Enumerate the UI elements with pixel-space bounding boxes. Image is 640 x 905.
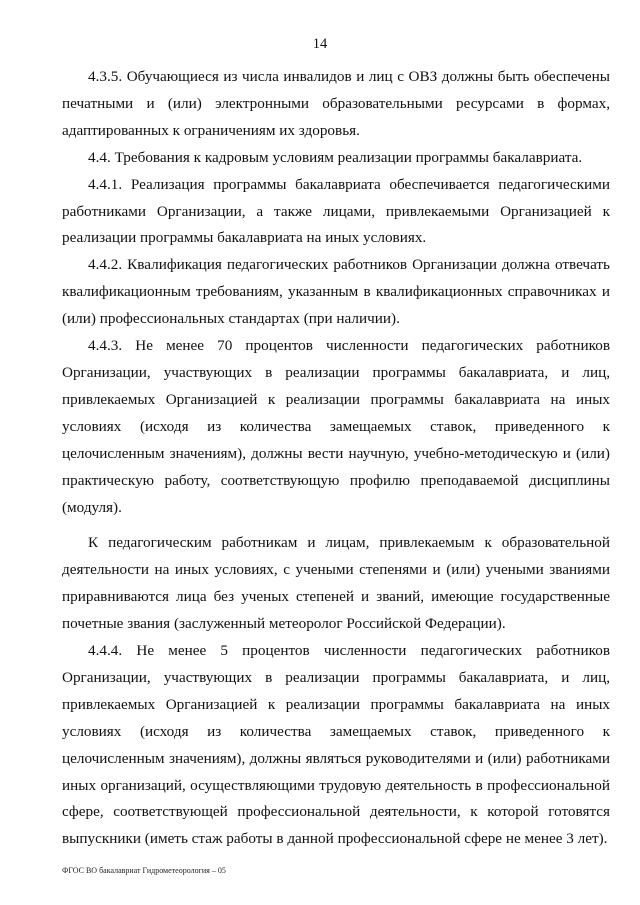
page-footer: ФГОС ВО бакалавриат Гидрометеорология – 05 (62, 866, 226, 875)
paragraph-4-4-2: 4.4.2. Квалификация педагогических работников Организации должна отвечать квалификационным требованиям, указанным в квалификационных справочниках и (или) профессиональных стандартах (при наличии). (62, 256, 610, 328)
document-body (62, 64, 610, 853)
paragraph-4-4-4: 4.4.4. Не менее 5 процентов численности педагогических работников Организации, участвующих в реализации программы бакалавриата, и лиц, привлекаемых Организацией к реализации программы бакалавриата на иных условиях (исходя из количества замещаемых ставок, приведенного к целочисленным значениям), должны являться руководителями и (или) работниками иных организаций, осуществляющими трудовую деятельность в профессиональной сфере, соответствующей профессиональной деятельности, к которой готовятся выпускники (иметь стаж работы в данной профессиональной сфере не менее 3 лет). (62, 642, 610, 848)
paragraph-honorary-titles: К педагогическим работникам и лицам, привлекаемым к образовательной деятельности на иных условиях, с учеными степенями и (или) учеными званиями приравниваются лица без ученых степеней и званий, имеющие государственные почетные звания (заслуженный метеоролог Российской Федерации). (62, 534, 610, 633)
paragraph-4-4-3: 4.4.3. Не менее 70 процентов численности педагогических работников Организации, участвующих в реализации программы бакалавриата, и лиц, привлекаемых Организацией к реализации программы бакалавриата на иных условиях (исходя из количества замещаемых ставок, приведенного к целочисленным значениям), должны вести научную, учебно-методическую и (или) практическую работу, соответствующую профилю преподаваемой дисциплины (модуля). (62, 337, 610, 516)
paragraph-4-4-1: 4.4.1. Реализация программы бакалавриата обеспечивается педагогическими работниками Организации, а также лицами, привлекаемыми Организацией к реализации программы бакалавриата на иных условиях. (62, 175, 610, 247)
page-number: 14 (312, 36, 328, 52)
paragraph-4-4: 4.4. Требования к кадровым условиям реализации программы бакалавриата. (88, 148, 583, 166)
paragraph-4-3-5: 4.3.5. Обучающиеся из числа инвалидов и лиц с ОВЗ должны быть обеспечены печатными и (или) электронными образовательными ресурсами в формах, адаптированных к ограничениям их здоровья. (62, 68, 610, 139)
